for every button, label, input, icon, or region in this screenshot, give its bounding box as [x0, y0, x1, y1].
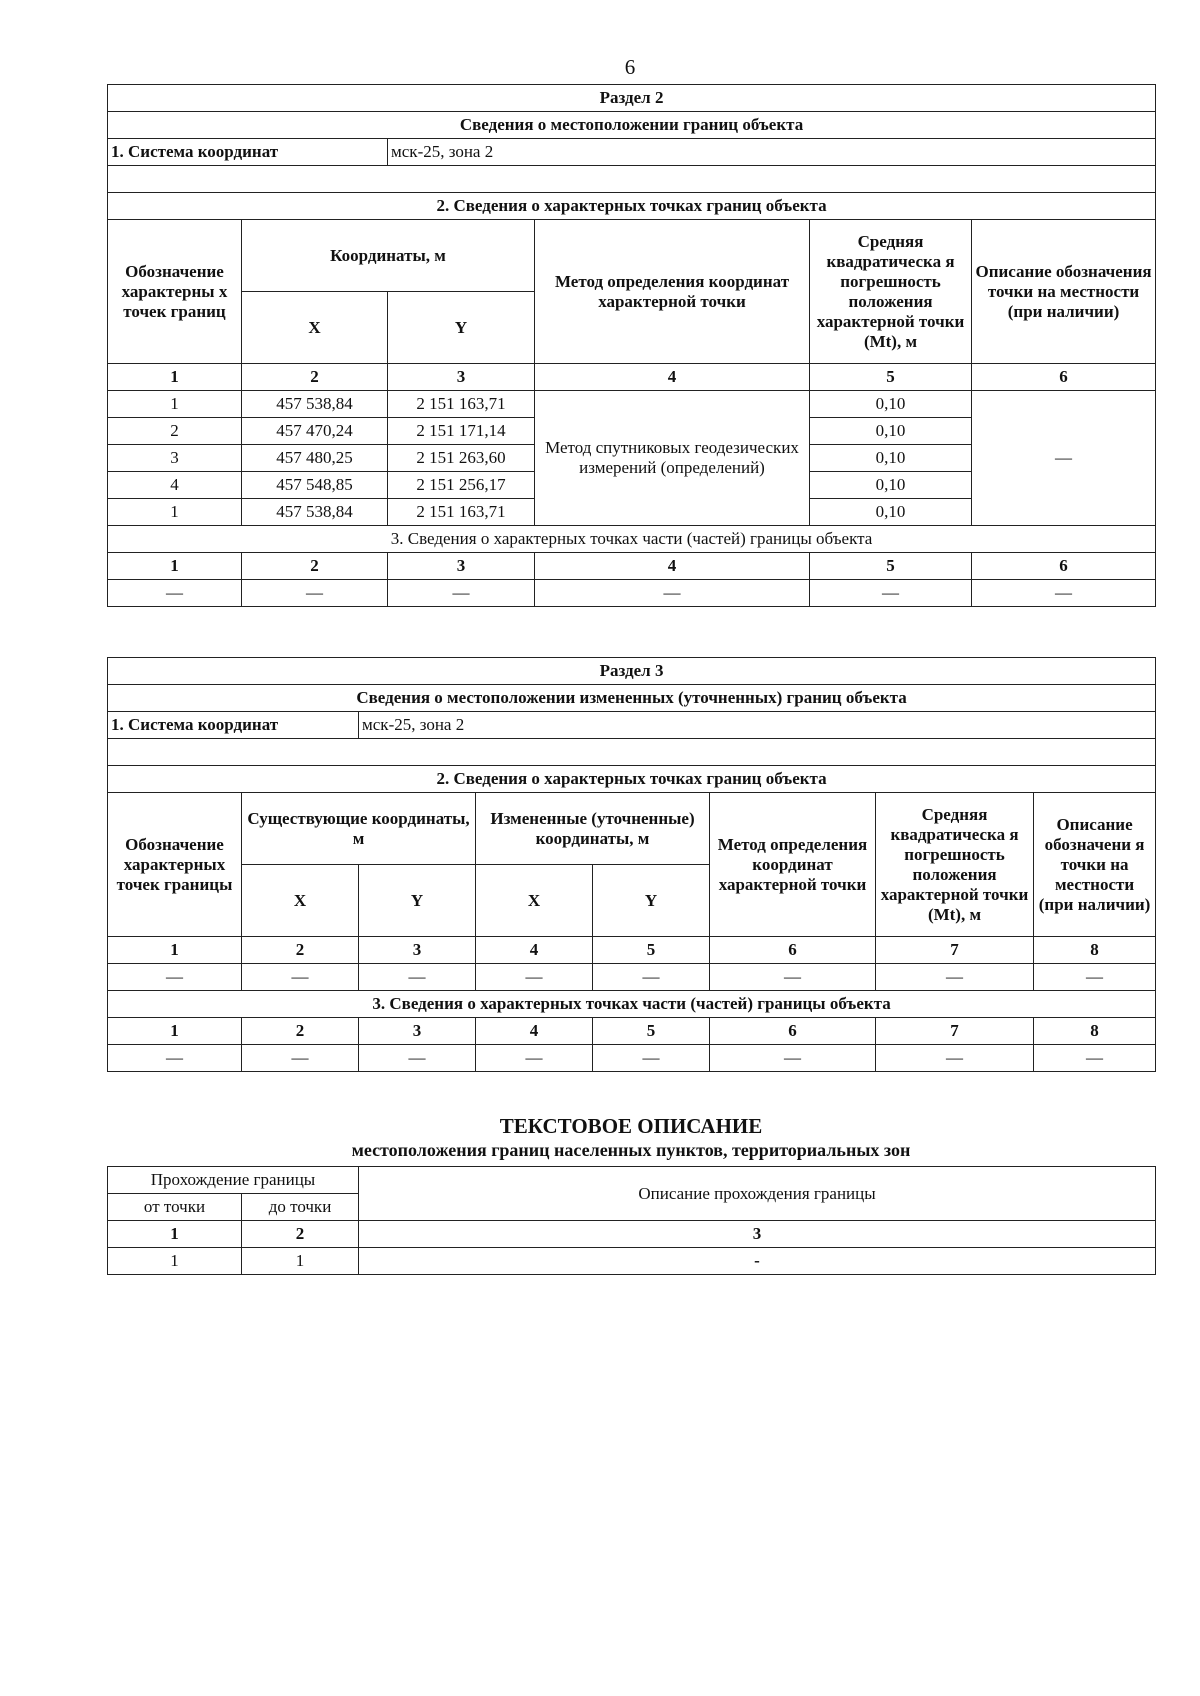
dash-cell: —	[710, 1045, 876, 1072]
dash-cell: —	[242, 964, 359, 991]
col-number: 7	[876, 937, 1034, 964]
section2-table	[107, 84, 1156, 607]
header-x: X	[242, 865, 359, 937]
col-number: 1	[108, 553, 242, 580]
page-number: 6	[624, 55, 636, 79]
point-id: 3	[108, 445, 242, 472]
points-title: 2. Сведения о характерных точках границ объекта	[108, 766, 1156, 793]
header-method: Метод определения координат характерной точки	[535, 220, 810, 364]
header-changed-coords: Измененные (уточненные) координаты, м	[476, 793, 710, 865]
coord-system-value: мск-25, зона 2	[359, 712, 1156, 739]
coord-x: 457 470,24	[242, 418, 388, 445]
header-y: Y	[593, 865, 710, 937]
dash-cell: —	[876, 964, 1034, 991]
header-description: Описание обозначения точки на местности (при наличии)	[972, 220, 1156, 364]
col-number: 5	[593, 937, 710, 964]
header-designation: Обозначение характерных точек границы	[108, 793, 242, 937]
col-number: 4	[476, 1018, 593, 1045]
col-number: 5	[810, 364, 972, 391]
col-number: 8	[1034, 937, 1156, 964]
col-number: 3	[359, 1018, 476, 1045]
from-point: 1	[108, 1221, 242, 1248]
dash-cell: —	[1034, 964, 1156, 991]
dash-cell: —	[242, 580, 388, 607]
header-error: Средняя квадратическа я погрешность положения характерной точки (Mt), м	[810, 220, 972, 364]
text-description-title: ТЕКСТОВОЕ ОПИСАНИЕ	[499, 1114, 763, 1138]
mt-value: 0,10	[810, 472, 972, 499]
section2-title: Раздел 2	[108, 85, 1156, 112]
section3-subtitle: Сведения о местоположении измененных (уточненных) границ объекта	[108, 685, 1156, 712]
point-id: 2	[108, 418, 242, 445]
passage-desc: 3	[359, 1221, 1156, 1248]
col-number: 2	[242, 937, 359, 964]
to-point: 1	[242, 1248, 359, 1275]
col-number: 3	[359, 937, 476, 964]
point-id: 1	[108, 499, 242, 526]
header-designation: Обозначение характерны х точек границ	[108, 220, 242, 364]
col-number: 8	[1034, 1018, 1156, 1045]
dash-cell: —	[108, 1045, 242, 1072]
coord-system-label: 1. Система координат	[108, 139, 388, 166]
coord-x: 457 480,25	[242, 445, 388, 472]
col-number: 2	[242, 1018, 359, 1045]
coord-system-value: мск-25, зона 2	[388, 139, 1156, 166]
dash-cell: —	[108, 580, 242, 607]
header-to: до точки	[242, 1194, 359, 1221]
dash-cell: —	[108, 964, 242, 991]
mt-value: 0,10	[810, 445, 972, 472]
table-row	[108, 580, 1156, 607]
dash-cell: —	[476, 1045, 593, 1072]
text-description-heading	[107, 1113, 1155, 1161]
col-number: 6	[710, 937, 876, 964]
section3-title: Раздел 3	[108, 658, 1156, 685]
dash-cell: —	[593, 1045, 710, 1072]
header-from: от точки	[108, 1194, 242, 1221]
col-number: 4	[535, 553, 810, 580]
table-row	[108, 391, 1156, 418]
section2-subtitle: Сведения о местоположении границ объекта	[108, 112, 1156, 139]
dash-cell: —	[810, 580, 972, 607]
col-number: 2	[242, 553, 388, 580]
col-number: 7	[876, 1018, 1034, 1045]
header-error: Средняя квадратическа я погрешность положения характерной точки (Mt), м	[876, 793, 1034, 937]
col-number: 2	[242, 364, 388, 391]
dash-cell: —	[876, 1045, 1034, 1072]
header-method: Метод определения координат характерной точки	[710, 793, 876, 937]
dash-cell: —	[535, 580, 810, 607]
col-number: 6	[972, 364, 1156, 391]
point-id: 1	[108, 391, 242, 418]
header-y: Y	[388, 292, 535, 364]
header-passage-desc: Описание прохождения границы	[359, 1167, 1156, 1221]
col-number: 4	[535, 364, 810, 391]
dash-cell: —	[710, 964, 876, 991]
coord-y: 2 151 163,71	[388, 499, 535, 526]
header-x: X	[242, 292, 388, 364]
col-number: 3	[388, 364, 535, 391]
coord-y: 2 151 263,60	[388, 445, 535, 472]
parts-title: 3. Сведения о характерных точках части (частей) границы объекта	[108, 526, 1156, 553]
coord-system-label: 1. Система координат	[108, 712, 359, 739]
header-description: Описание обозначени я точки на местности (при наличии)	[1034, 793, 1156, 937]
dash-cell: —	[593, 964, 710, 991]
col-number: 6	[710, 1018, 876, 1045]
dash-cell: —	[359, 964, 476, 991]
points-title: 2. Сведения о характерных точках границ объекта	[108, 193, 1156, 220]
coord-y: 2 151 171,14	[388, 418, 535, 445]
description-value: —	[972, 391, 1156, 526]
section3-table	[107, 657, 1156, 1072]
to-point: 2	[242, 1221, 359, 1248]
coord-y: 2 151 256,17	[388, 472, 535, 499]
header-existing-coords: Существующие координаты, м	[242, 793, 476, 865]
dash-cell: —	[388, 580, 535, 607]
coord-y: 2 151 163,71	[388, 391, 535, 418]
dash-cell: —	[476, 964, 593, 991]
dash-cell: —	[359, 1045, 476, 1072]
empty-row	[108, 739, 1156, 766]
from-point: 1	[108, 1248, 242, 1275]
text-description-subtitle: местоположения границ населенных пунктов, территориальных зон	[351, 1140, 911, 1160]
coord-x: 457 538,84	[242, 391, 388, 418]
header-coords: Координаты, м	[242, 220, 535, 292]
table-row	[108, 964, 1156, 991]
col-number: 5	[593, 1018, 710, 1045]
dash-cell: —	[1034, 1045, 1156, 1072]
text-description-table	[107, 1166, 1156, 1275]
mt-value: 0,10	[810, 391, 972, 418]
method-value: Метод спутниковых геодезических измерений (определений)	[535, 391, 810, 526]
header-x: X	[476, 865, 593, 937]
col-number: 1	[108, 364, 242, 391]
col-number: 4	[476, 937, 593, 964]
table-row	[108, 1248, 1156, 1275]
col-number: 5	[810, 553, 972, 580]
mt-value: 0,10	[810, 418, 972, 445]
dash-cell: —	[972, 580, 1156, 607]
empty-row	[108, 166, 1156, 193]
point-id: 4	[108, 472, 242, 499]
parts-title: 3. Сведения о характерных точках части (частей) границы объекта	[108, 991, 1156, 1018]
col-number: 1	[108, 937, 242, 964]
header-y: Y	[359, 865, 476, 937]
table-row	[108, 1221, 1156, 1248]
mt-value: 0,10	[810, 499, 972, 526]
dash-cell: —	[242, 1045, 359, 1072]
col-number: 3	[388, 553, 535, 580]
table-row	[108, 1045, 1156, 1072]
header-passage: Прохождение границы	[108, 1167, 359, 1194]
coord-x: 457 548,85	[242, 472, 388, 499]
col-number: 1	[108, 1018, 242, 1045]
coord-x: 457 538,84	[242, 499, 388, 526]
col-number: 6	[972, 553, 1156, 580]
passage-desc: -	[359, 1248, 1156, 1275]
